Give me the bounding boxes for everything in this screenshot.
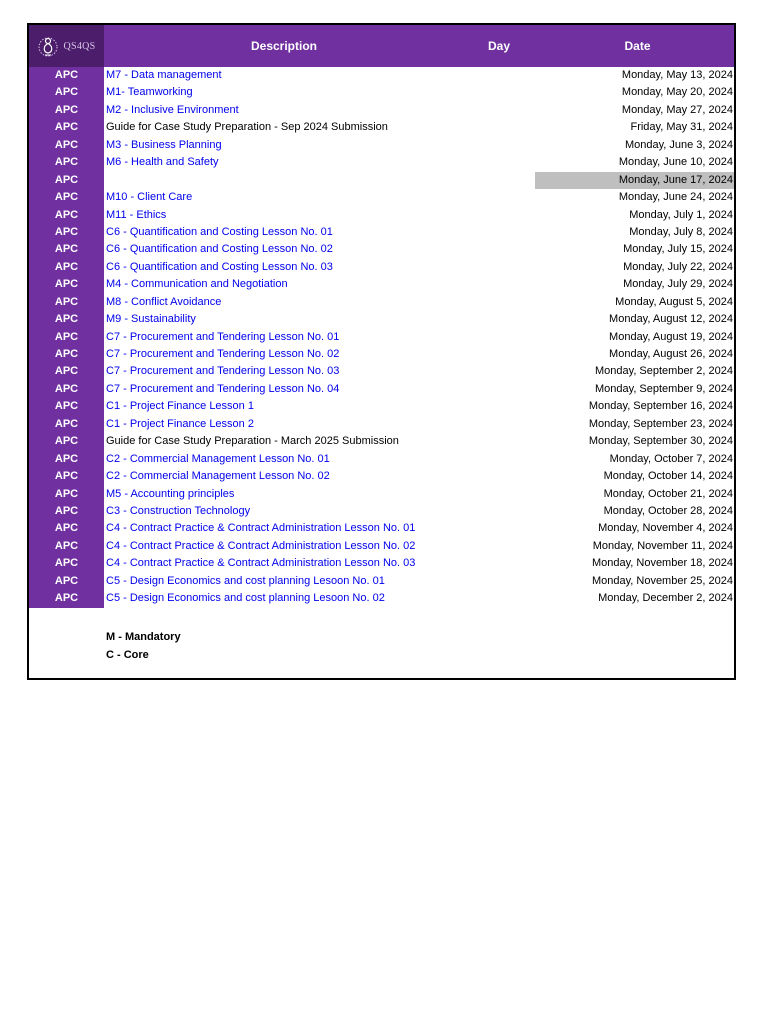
row-description-link[interactable]: C5 - Design Economics and cost planning Lesoon No. 01 xyxy=(106,574,385,587)
row-tag: APC xyxy=(29,241,104,258)
row-description-link[interactable]: M1- Teamworking xyxy=(106,86,193,99)
table-row xyxy=(29,573,734,590)
row-description-link[interactable]: C7 - Procurement and Tendering Lesson No. 02 xyxy=(106,348,340,360)
row-date: Monday, May 20, 2024 xyxy=(621,86,733,99)
row-description-link[interactable]: C1 - Project Finance Lesson 1 xyxy=(106,400,254,413)
table-row xyxy=(29,276,734,293)
row-date: Monday, July 22, 2024 xyxy=(623,260,733,273)
row-date: Monday, July 1, 2024 xyxy=(629,208,733,221)
table-row xyxy=(29,538,734,555)
legend-core: C - Core xyxy=(106,649,149,661)
row-date: Monday, May 27, 2024 xyxy=(621,103,733,116)
table-row xyxy=(29,84,734,101)
row-date: Monday, June 3, 2024 xyxy=(624,138,733,151)
table-row xyxy=(29,224,734,241)
table-row xyxy=(29,189,734,206)
row-date: Monday, November 11, 2024 xyxy=(592,539,733,552)
row-description-link[interactable]: M11 - Ethics xyxy=(106,208,167,221)
table-row xyxy=(29,520,734,537)
row-description-link[interactable]: C2 - Commercial Management Lesson No. 02 xyxy=(106,470,330,483)
table-row xyxy=(29,207,734,224)
row-tag: APC xyxy=(29,381,104,398)
row-date: Monday, August 26, 2024 xyxy=(609,348,733,360)
table-row xyxy=(29,381,734,398)
row-tag: APC xyxy=(29,207,104,224)
row-description-link[interactable]: C6 - Quantification and Costing Lesson No. 03 xyxy=(106,260,333,273)
row-description-link[interactable]: C4 - Contract Practice & Contract Administration Lesson No. 01 xyxy=(106,522,416,535)
row-tag: APC xyxy=(29,486,104,503)
row-date: Monday, June 17, 2024 xyxy=(535,172,734,189)
row-date: Monday, August 12, 2024 xyxy=(609,313,733,326)
row-tag: APC xyxy=(29,259,104,276)
row-date: Monday, September 9, 2024 xyxy=(595,382,733,395)
table-row xyxy=(29,329,734,346)
row-description-link[interactable]: M7 - Data management xyxy=(106,69,222,81)
row-description-link[interactable]: C7 - Procurement and Tendering Lesson No. 01 xyxy=(106,330,340,343)
row-tag: APC xyxy=(29,433,104,450)
table-row xyxy=(29,154,734,171)
row-date: Monday, October 21, 2024 xyxy=(603,487,733,500)
legend xyxy=(106,628,181,664)
row-tag: APC xyxy=(29,311,104,328)
row-tag: APC xyxy=(29,398,104,415)
row-tag: APC xyxy=(29,84,104,101)
table-row xyxy=(29,102,734,119)
row-date: Friday, May 31, 2024 xyxy=(630,121,733,134)
table-row xyxy=(29,346,734,363)
row-date: Monday, October 7, 2024 xyxy=(609,452,733,465)
row-tag: APC xyxy=(29,294,104,311)
table-row xyxy=(29,503,734,520)
column-header-date: Date xyxy=(624,39,651,53)
row-tag: APC xyxy=(29,329,104,346)
row-tag: APC xyxy=(29,172,104,189)
header-row xyxy=(29,25,734,67)
row-date: Monday, August 19, 2024 xyxy=(609,330,733,343)
row-tag: APC xyxy=(29,590,104,607)
table-row xyxy=(29,590,734,607)
row-description-link[interactable]: C4 - Contract Practice & Contract Administration Lesson No. 02 xyxy=(106,539,416,552)
table-row xyxy=(29,137,734,154)
row-description-link[interactable]: M8 - Conflict Avoidance xyxy=(106,295,222,308)
row-tag: APC xyxy=(29,224,104,241)
row-date: Monday, September 23, 2024 xyxy=(588,417,733,430)
row-date: Monday, November 4, 2024 xyxy=(598,522,733,535)
row-date: Monday, June 10, 2024 xyxy=(618,156,733,169)
row-date: Monday, June 24, 2024 xyxy=(618,191,733,204)
table-row xyxy=(29,433,734,450)
row-tag: APC xyxy=(29,573,104,590)
row-tag: APC xyxy=(29,520,104,537)
row-date: Monday, November 25, 2024 xyxy=(591,574,733,587)
table-row xyxy=(29,172,734,189)
table-row xyxy=(29,468,734,485)
row-description-link[interactable]: C7 - Procurement and Tendering Lesson No. 03 xyxy=(106,365,340,378)
row-description: Guide for Case Study Preparation - Sep 2024 Submission xyxy=(106,121,388,134)
table-row xyxy=(29,259,734,276)
table-row xyxy=(29,363,734,380)
table-row xyxy=(29,294,734,311)
row-tag: APC xyxy=(29,416,104,433)
table-row xyxy=(29,119,734,136)
row-tag: APC xyxy=(29,363,104,380)
row-description-link[interactable]: C5 - Design Economics and cost planning Lesoon No. 02 xyxy=(106,592,385,605)
row-description-link[interactable]: C4 - Contract Practice & Contract Administration Lesson No. 03 xyxy=(106,557,416,570)
row-tag: APC xyxy=(29,102,104,119)
table-row xyxy=(29,311,734,328)
row-description-link[interactable]: M10 - Client Care xyxy=(106,191,193,204)
row-tag: APC xyxy=(29,189,104,206)
row-description-link[interactable]: C1 - Project Finance Lesson 2 xyxy=(106,417,254,430)
row-date: Monday, July 15, 2024 xyxy=(623,243,733,256)
row-tag: APC xyxy=(29,346,104,363)
row-description-link[interactable]: C6 - Quantification and Costing Lesson No. 02 xyxy=(106,243,333,256)
column-header-description: Description xyxy=(250,39,317,53)
row-date: Monday, September 30, 2024 xyxy=(588,435,733,448)
row-description-link[interactable]: M3 - Business Planning xyxy=(106,138,222,151)
row-description-link[interactable]: M9 - Sustainability xyxy=(106,313,196,326)
row-tag: APC xyxy=(29,137,104,154)
row-tag: APC xyxy=(29,451,104,468)
row-tag: APC xyxy=(29,503,104,520)
column-header-day: Day xyxy=(487,39,510,53)
row-description-link[interactable]: C7 - Procurement and Tendering Lesson No. 04 xyxy=(106,382,340,395)
row-date: Monday, July 29, 2024 xyxy=(623,278,733,291)
row-date: Monday, August 5, 2024 xyxy=(615,295,733,308)
row-date: Monday, September 16, 2024 xyxy=(588,400,733,413)
row-date: Monday, May 13, 2024 xyxy=(621,69,733,81)
table-row xyxy=(29,451,734,468)
row-description-link[interactable]: M6 - Health and Safety xyxy=(106,156,219,169)
row-description-link[interactable]: C6 - Quantification and Costing Lesson No. 01 xyxy=(106,225,333,238)
table-row xyxy=(29,555,734,572)
row-description: Guide for Case Study Preparation - March 2025 Submission xyxy=(106,435,399,448)
row-description-link[interactable]: M2 - Inclusive Environment xyxy=(106,103,239,116)
row-date: Monday, October 28, 2024 xyxy=(603,504,733,517)
legend-mandatory: M - Mandatory xyxy=(106,631,181,643)
table-row xyxy=(29,241,734,258)
row-date: Monday, July 8, 2024 xyxy=(629,225,733,238)
row-description-link[interactable]: C2 - Commercial Management Lesson No. 01 xyxy=(106,452,330,465)
row-description-link[interactable]: C3 - Construction Technology xyxy=(106,504,251,517)
row-tag: APC xyxy=(29,468,104,485)
logo-text: QS4QS xyxy=(63,40,96,52)
row-tag: APC xyxy=(29,538,104,555)
row-tag: APC xyxy=(29,67,104,84)
schedule-sheet xyxy=(27,23,736,680)
table-row xyxy=(29,398,734,415)
row-tag: APC xyxy=(29,154,104,171)
row-date: Monday, December 2, 2024 xyxy=(598,592,733,605)
table-row xyxy=(29,416,734,433)
row-tag: APC xyxy=(29,276,104,293)
schedule-rows xyxy=(29,67,734,608)
row-date: Monday, October 14, 2024 xyxy=(603,470,733,483)
row-description-link[interactable]: M5 - Accounting principles xyxy=(106,487,235,500)
row-tag: APC xyxy=(29,119,104,136)
row-date: Monday, September 2, 2024 xyxy=(595,365,733,378)
row-tag: APC xyxy=(29,555,104,572)
table-row xyxy=(29,67,734,84)
logo xyxy=(29,25,104,67)
row-description-link[interactable]: M4 - Communication and Negotiation xyxy=(106,278,288,291)
table-row xyxy=(29,486,734,503)
row-date: Monday, November 18, 2024 xyxy=(591,557,733,570)
qs4qs-emblem-icon xyxy=(37,33,59,59)
